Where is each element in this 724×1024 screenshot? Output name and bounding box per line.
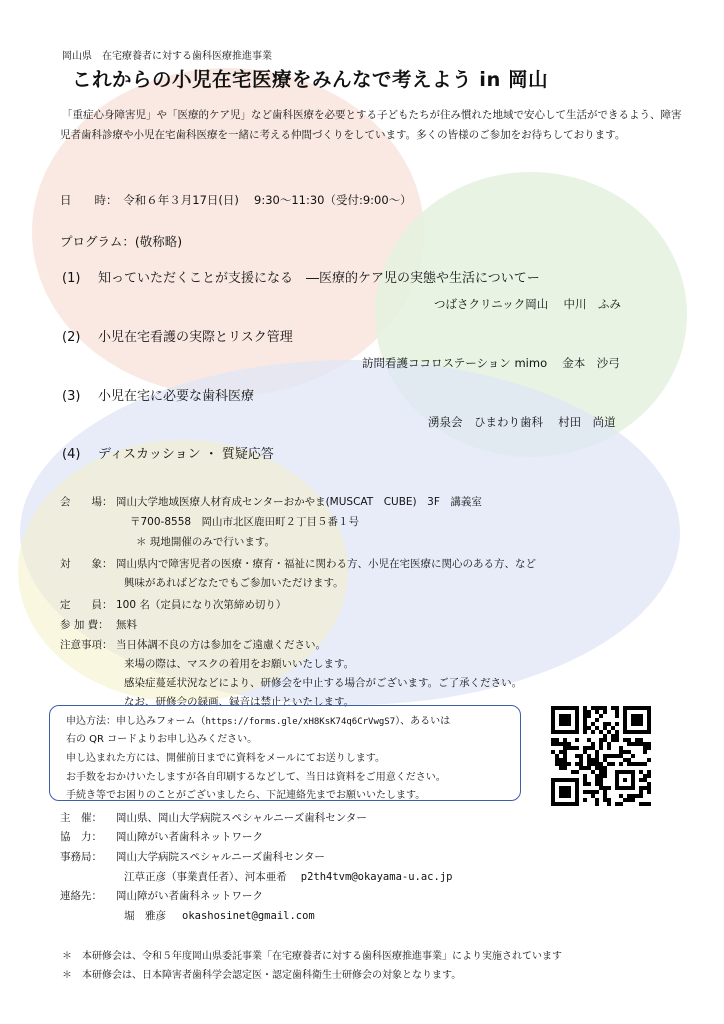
fee-value: 無料 xyxy=(116,619,137,631)
contact-person-row xyxy=(124,908,315,923)
notes-row xyxy=(60,637,326,652)
office-row xyxy=(60,849,325,864)
organization-line: 岡山県 在宅療養者に対する歯科医療推進事業 xyxy=(62,51,272,62)
apply-line-1 xyxy=(66,712,450,727)
capacity-row xyxy=(60,597,286,612)
notes-line: なお、研修会の録画、録音は禁止といたします。 xyxy=(124,696,355,708)
office-name: 岡山大学病院スペシャルニーズ歯科センター xyxy=(116,851,325,863)
notes-line: 当日体調不良の方は参加をご遠慮ください。 xyxy=(116,639,326,651)
program-item-speaker: つばさクリニック岡山 中川 ふみ xyxy=(434,297,621,311)
program-item-number: (2) xyxy=(62,330,81,345)
contact-person: 堀 雅彦 xyxy=(124,910,166,922)
venue-address: 〒700-8558 岡山市北区鹿田町２丁目５番１号 xyxy=(130,516,360,528)
organizer-row xyxy=(60,810,367,825)
target-row xyxy=(60,556,536,571)
program-item-2 xyxy=(62,326,293,345)
office-people: 江草正彦（事業責任者）、河本亜希 xyxy=(124,871,287,883)
program-item-speaker: 訪問看護ココロステーション mimo 金本 沙弓 xyxy=(362,356,620,370)
venue-name: 岡山大学地域医療人材育成センターおかやま(MUSCAT CUBE) 3F 講義室 xyxy=(116,496,482,508)
apply-line-4: お手数をおかけいたしますが各自印刷するなどして、当日は資料をご用意ください。 xyxy=(66,772,446,783)
contact-email[interactable]: okashosinet@gmail.com xyxy=(182,910,315,922)
contact-name: 岡山障がい者歯科ネットワーク xyxy=(116,890,263,902)
program-item-number: (3) xyxy=(62,389,81,404)
apply-line-5: 手続き等でお困りのことがございましたら、下記連絡先までお願いいたします。 xyxy=(66,790,426,801)
program-label: プログラム：(敬称略) xyxy=(60,234,183,249)
apply-form-link[interactable]: https://forms.gle/xH8KsK74q6CrVwgS7 xyxy=(205,717,396,727)
footnote: ＊ 本研修会は、日本障害者歯科学会認定医・認定歯科衛生士研修会の対象となります。 xyxy=(62,970,462,981)
program-item-title: 小児在宅看護の実際とリスク管理 xyxy=(98,330,293,345)
fee-row xyxy=(60,617,137,632)
program-item-number: (1) xyxy=(62,271,81,286)
program-item-title: ディスカッション ・ 質疑応答 xyxy=(98,447,274,462)
footnote: ＊ 本研修会は、令和５年度岡山県委託事業「在宅療養者に対する歯科医療推進事業」により実施されています xyxy=(62,951,562,962)
target-text: 岡山県内で障害児者の医療・療育・福祉に関わる方、小児在宅医療に関心のある方、など xyxy=(116,558,536,570)
apply-method-suffix: ）、あるいは xyxy=(395,716,451,727)
program-item-3 xyxy=(62,385,254,404)
venue-note: ＊ 現地開催のみで行います。 xyxy=(136,536,275,548)
intro-text: 「重症心身障害児」や「医療的ケア児」など歯科医療を必要とする子どもたちが住み慣れた地域で安心して生活ができるよう、障害児者歯科診療や小児在宅歯科医療を一緒に考える仲間づくりをしています。多くの皆様のご参加をお待ちしております。 xyxy=(60,109,682,141)
apply-line-3: 申し込まれた方には、開催前日までに資料をメールにてお送りします。 xyxy=(66,753,385,764)
organizer-value: 岡山県、岡山大学病院スペシャルニーズ歯科センター xyxy=(116,812,367,824)
apply-line-2: 右の QR コードよりお申し込みください。 xyxy=(66,734,258,745)
program-item-number: (4) xyxy=(62,447,81,462)
program-item-speaker: 湧泉会 ひまわり歯科 村田 尚道 xyxy=(428,415,616,429)
program-item-1 xyxy=(62,267,540,286)
target-text-2: 興味があればどなたでもご参加いただけます。 xyxy=(124,577,344,589)
contact-label: 連絡先： xyxy=(60,890,102,902)
page-title: これからの小児在宅医療をみんなで考えよう in 岡山 xyxy=(72,68,549,91)
capacity-label: 定 員： xyxy=(60,599,113,611)
qr-code-icon[interactable] xyxy=(551,706,651,806)
office-contact xyxy=(124,869,452,884)
target-label: 対 象： xyxy=(60,558,113,570)
notes-line: 感染症蔓延状況などにより、研修会を中止する場合がございます。ご了承ください。 xyxy=(124,677,523,689)
cooperation-value: 岡山障がい者歯科ネットワーク xyxy=(116,831,263,843)
office-label: 事務局： xyxy=(60,851,102,863)
notes-label: 注意事項： xyxy=(60,639,113,651)
capacity-value: 100 名（定員になり次第締め切り） xyxy=(116,599,287,611)
notes-line: 来場の際は、マスクの着用をお願いいたします。 xyxy=(124,658,355,670)
venue-row xyxy=(60,494,482,509)
program-item-title: 小児在宅に必要な歯科医療 xyxy=(98,389,255,404)
event-datetime: 日 時： 令和６年３月17日(日) 9:30～11:30（受付:9:00～） xyxy=(60,193,412,207)
venue-label: 会 場： xyxy=(60,496,113,508)
contact-row xyxy=(60,888,263,903)
program-item-title: 知っていただくことが支援になる ―医療的ケア児の実態や生活についてー xyxy=(98,271,540,286)
apply-method-label: 申込方法：申し込みフォーム（ xyxy=(66,716,206,727)
program-item-4 xyxy=(62,443,274,462)
office-email[interactable]: p2th4tvm@okayama-u.ac.jp xyxy=(300,871,453,883)
organizer-label: 主 催： xyxy=(60,812,102,824)
fee-label: 参 加 費： xyxy=(60,619,109,631)
cooperation-row xyxy=(60,829,263,844)
cooperation-label: 協 力： xyxy=(60,831,102,843)
